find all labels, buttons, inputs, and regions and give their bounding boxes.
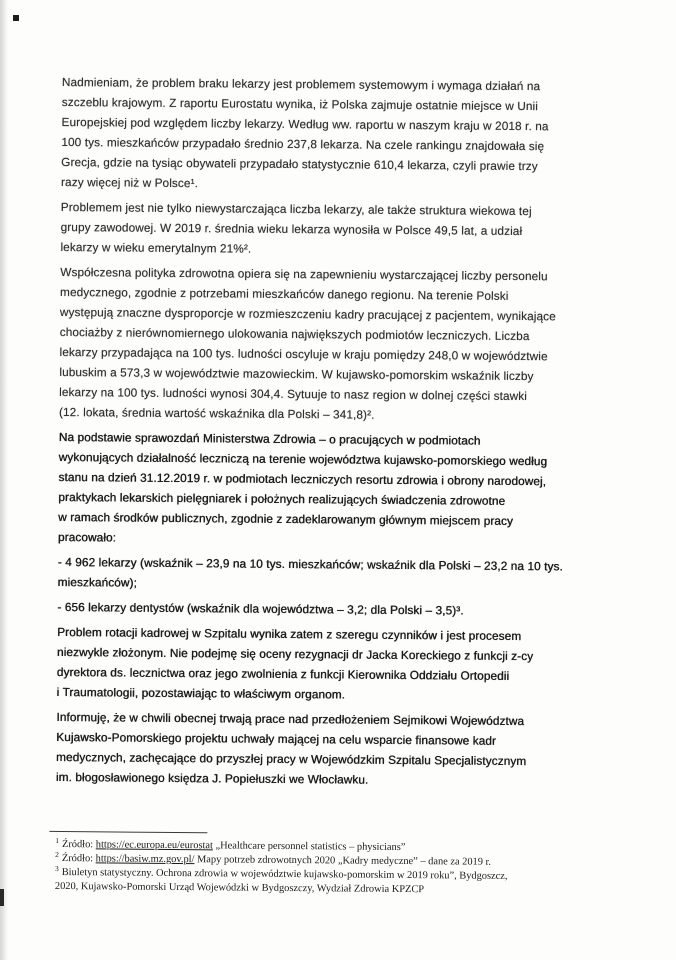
list-item-doctors: - 4 962 lekarzy (wskaźnik – 23,9 na 10 tys. mieszkańców; wskaźnik dla Polski – 23,2 na 10 tys. mieszkańców); <box>57 554 563 590</box>
footnote-3 <box>54 863 620 899</box>
footnote-separator <box>49 831 207 833</box>
paragraph-4: Na podstawie sprawozdań Ministerstwa Zdrowia – o pracujących w podmiotach wykonujących działalność leczniczą na terenie województwa kujawsko-pomorskiego według stanu na dzień 31.12.2019 r. w podmiotach leczniczych resortu zdrowia i obrony narodowej, praktykach lekarskich pielęgniarek i położnych realizujących świadczenia zdrowotne w ramach środków publicznych, zgodnie z zadeklarowanym głównym miejscem pracy pracowało: <box>57 429 548 545</box>
scan-artifact-dot <box>13 15 19 21</box>
footnotes-section <box>55 831 621 899</box>
scan-edge-shadow <box>0 0 8 960</box>
footnote-2-prefix: Źródło: <box>61 853 96 865</box>
footnote-1-suffix: „Healthcare personnel statistics – physicians” <box>212 840 406 854</box>
letter-body <box>55 72 662 899</box>
footnote-marker-3: 3 <box>55 863 59 873</box>
paragraph-2: Problemem jest nie tylko niewystarczająca liczba lekarzy, ale także struktura wiekowa tej grupy zawodowej. W 2019 r. średnia wieku lekarza wynosiła w Polsce 49,5 lat, a udział lekarzy w wieku emerytalnym 21%². <box>60 199 532 256</box>
paragraph-5: Problem rotacji kadrowej w Szpitalu wynika zatem z szeregu czynników i jest procesem niezwykle złożonym. Nie podejmę się oceny rezygnacji dr Jacka Koreckiego z funkcji z-cy dyrektora ds. lecznictwa oraz jego zwolnienia z funkcji Kierownika Oddziału Ortopedii i Traumatologii, pozostawiając to właściwym organom. <box>56 624 534 702</box>
paragraph-1: Nadmieniam, że problem braku lekarzy jest problemem systemowym i wymaga działań na szczeblu krajowym. Z raportu Eurostatu wynika, iż Polska zajmuje ostatnie miejsce w Unii Europejskiej pod względem liczby lekarzy. Według ww. raportu w naszym kraju w 2018 r. na 100 tys. mieszkańców przypadało średnio 237,8 lekarza. Na czele rankingu znajdowała się Grecja, gdzie na tysiąc obywateli przypadało statystycznie 610,4 lekarza, czyli prawie trzy razy więcej niż w Polsce¹. <box>60 74 549 191</box>
list-item-dentists: - 656 lekarzy dentystów (wskaźnik dla województwa – 3,2; dla Polski – 3,5)³. <box>57 599 464 618</box>
footnote-marker-1: 1 <box>55 835 60 845</box>
footnote-2-suffix: Mapy potrzeb zdrowotnych 2020 „Kadry medyczne” – dane za 2019 r. <box>194 854 492 868</box>
footnote-marker-2: 2 <box>55 849 59 859</box>
footnote-1-prefix: Źródło: <box>61 839 96 851</box>
paragraph-3: Współczesna polityka zdrowotna opiera się na zapewnieniu wystarczającej liczby personelu medycznego, zgodnie z potrzebami mieszkańców danego regionu. Na terenie Polski występują znaczne dysproporcje w rozmieszczeniu kadry pracującej z pacjentem, wynikające chociażby z nierównomiernego ulokowania największych podmiotów leczniczych. Liczba lekarzy przypadająca na 100 tys. ludności oscyluje w kraju pomiędzy 248,0 w województwie lubuskim a 573,3 w województwie mazowieckim. W kujawsko-pomorskim wskaźnik liczby lekarzy na 100 tys. ludności wynosi 304,4. Sytuuje to nasz region w dolnej części stawki (12. lokata, średnia wartość wskaźnika dla Polski – 341,8)². <box>58 264 556 422</box>
footnote-3-text: Biuletyn statystyczny. Ochrona zdrowia w województwie kujawsko-pomorskim w 2019 roku”, Bydgoszcz, 2020, Kujawsko-Pomorski Urząd Wojewódzki w Bydgoszczy, Wydział Zdrowia KPZCP <box>54 867 508 896</box>
paragraph-6: Informuję, że w chwili obecnej trwają prace nad przedłożeniem Sejmikowi Województwa Kujawsko-Pomorskiego projektu uchwały mającej na celu wsparcie finansowe kadr medycznych, zachęcające do przyszłej pracy w Wojewódzkim Szpitalu Specjalistycznym im. błogosławionego księdza J. Popiełuszki we Włocławku. <box>55 709 527 787</box>
footnote-link-basiw[interactable]: https://basiw.mz.gov.pl/ <box>95 853 195 866</box>
footnote-link-eurostat[interactable]: https://ec.europa.eu/eurostat <box>95 839 213 852</box>
scan-artifact-sliver <box>0 889 4 906</box>
